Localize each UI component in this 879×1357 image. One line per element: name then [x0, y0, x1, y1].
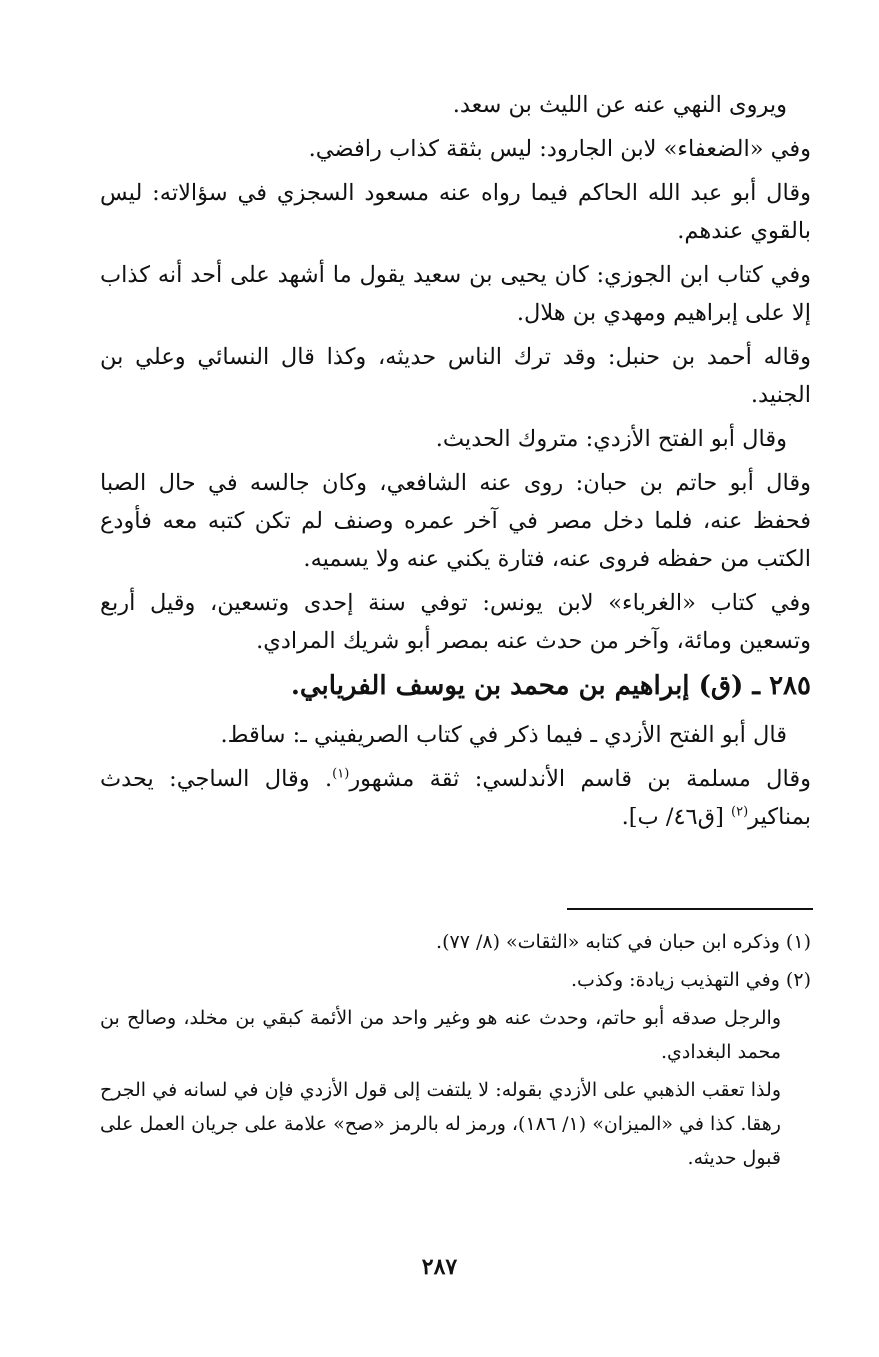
- paragraph-6: وقال أبو الفتح الأزدي: متروك الحديث.: [435, 426, 787, 452]
- paragraph-10-part-b: . وقال الساجي: يحدث بمناكير: [100, 766, 811, 830]
- paragraph-5: وقاله أحمد بن حنبل: وقد ترك الناس حديثه، وكذا قال النسائي وعلي بن الجنيد.: [100, 344, 811, 408]
- paragraph-9: قال أبو الفتح الأزدي ـ فيما ذكر في كتاب الصريفيني ـ: ساقط.: [220, 722, 787, 748]
- footnote-ref-2[interactable]: (٢): [731, 804, 749, 820]
- footnote-separator: [567, 908, 813, 910]
- footnote-2: (٢) وفي التهذيب زيادة: وكذب.: [571, 969, 811, 991]
- paragraph-8: وفي كتاب «الغرباء» لابن يونس: توفي سنة إحدى وتسعين، وقيل أربع وتسعين ومائة، وآخر من حدث عنه بمصر أبو شريك المرادي.: [100, 590, 811, 654]
- paragraph-1: ويروى النهي عنه عن الليث بن سعد.: [452, 92, 787, 118]
- main-text: [100, 86, 811, 842]
- footnote-1: (١) وذكره ابن حبان في كتابه «الثقات» (٨/ ٧٧).: [436, 931, 811, 953]
- paragraph-2: وفي «الضعفاء» لابن الجارود: ليس بثقة كذاب رافضي.: [308, 136, 811, 162]
- paragraph-7: وقال أبو حاتم بن حبان: روى عنه الشافعي، وكان جالسه في حال الصبا فحفظ عنه، فلما دخل مصر في آخر عمره وصنف لم تكن كتبه معه فأودع الكتب من حفظه فروى عنه، فتارة يكني عنه ولا يسميه.: [100, 470, 811, 572]
- paragraph-10: [100, 760, 811, 836]
- paragraph-4: وفي كتاب ابن الجوزي: كان يحيى بن سعيد يقول ما أشهد على أحد أنه كذاب إلا على إبراهيم ومهدي بن هلال.: [100, 262, 811, 326]
- paragraph-10-part-a: وقال مسلمة بن قاسم الأندلسي: ثقة مشهور: [349, 766, 811, 792]
- entry-heading: ٢٨٥ ـ (ق) إبراهيم بن محمد بن يوسف الفريابي.: [290, 671, 811, 701]
- footnote-2-continued-2: ولذا تعقب الذهبي على الأزدي بقوله: لا يلتفت إلى قول الأزدي فإن في لسانه في الجرح رهقا. كذا في «الميزان» (١/ ١٨٦)، ورمز له بالرمز «صح» علامة على جريان العمل على قبول حديثه.: [100, 1079, 781, 1169]
- footnote-ref-1[interactable]: (١): [332, 766, 350, 782]
- paragraph-10-part-c: [ق٤٦/ ب].: [621, 804, 732, 830]
- page-number: ٢٨٧: [421, 1254, 458, 1280]
- footnotes: [100, 925, 811, 1179]
- footnote-2-continued-1: والرجل صدقه أبو حاتم، وحدث عنه هو وغير واحد من الأئمة كبقي بن مخلد، وصالح بن محمد البغدادي.: [100, 1007, 781, 1063]
- paragraph-3: وقال أبو عبد الله الحاكم فيما رواه عنه مسعود السجزي في سؤالاته: ليس بالقوي عندهم.: [100, 180, 811, 244]
